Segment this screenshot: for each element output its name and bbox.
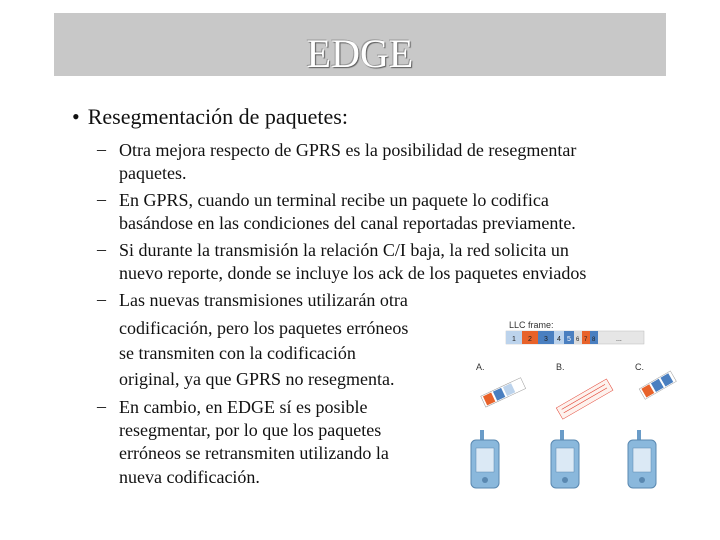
- frame-num: 7: [584, 337, 588, 343]
- panel-b-segments: [556, 379, 613, 419]
- panel-a-label: A.: [476, 362, 485, 372]
- llc-frame: [506, 331, 644, 344]
- title-bar: [54, 13, 666, 76]
- item-4-line-3: se transmiten con la codificación: [119, 343, 356, 363]
- frame-num: 5: [567, 336, 571, 343]
- mobile-phone-icon: [551, 430, 579, 488]
- frame-num: 1: [512, 336, 516, 343]
- panel-a-segments: [481, 378, 526, 407]
- slide-title: EDGE: [306, 31, 414, 76]
- bullet-dot: •: [72, 104, 80, 129]
- bullet-text: Resegmentación de paquetes:: [87, 104, 348, 129]
- item-4-line-2: codificación, pero los paquetes erróneos: [119, 318, 409, 338]
- frame-num: 3: [544, 336, 548, 343]
- frame-num: 6: [576, 337, 580, 343]
- llc-frame-label: LLC frame:: [509, 320, 554, 330]
- panel-c-segments: [639, 371, 676, 399]
- item-4-line-4: original, ya que GPRS no resegmenta.: [119, 369, 395, 389]
- item-5-line-2: resegmentar, por lo que los paquetes: [119, 420, 382, 440]
- resegmentation-diagram: [460, 312, 720, 502]
- panel-b-label: B.: [556, 362, 565, 372]
- dash-marker: –: [97, 289, 106, 309]
- frame-num: ...: [616, 336, 622, 343]
- item-3-line-2: nuevo reporte, donde se incluye los ack de los paquetes enviados: [119, 263, 587, 283]
- frame-num: 8: [592, 337, 596, 343]
- item-1-line-1: Otra mejora respecto de GPRS es la posibilidad de resegmentar: [119, 140, 577, 160]
- dash-marker: –: [97, 239, 106, 259]
- dash-marker: –: [97, 396, 106, 416]
- main-bullet: [72, 104, 348, 130]
- item-2-line-1: En GPRS, cuando un terminal recibe un paquete lo codifica: [119, 190, 549, 210]
- item-5-line-4: nueva codificación.: [119, 467, 260, 487]
- item-5-line-3: erróneos se retransmiten utilizando la: [119, 443, 389, 463]
- dash-marker: –: [97, 189, 106, 209]
- item-1-line-2: paquetes.: [119, 163, 187, 183]
- panel-c-label: C.: [635, 362, 644, 372]
- item-5-line-1: En cambio, en EDGE sí es posible: [119, 397, 368, 417]
- item-3-line-1: Si durante la transmisión la relación C/I baja, la red solicita un: [119, 240, 569, 260]
- item-2-line-2: basándose en las condiciones del canal reportadas previamente.: [119, 213, 576, 233]
- dash-marker: –: [97, 139, 106, 159]
- item-4-line-1: Las nuevas transmisiones utilizarán otra: [119, 290, 408, 310]
- mobile-phone-icon: [471, 430, 499, 488]
- frame-num: 2: [528, 336, 532, 343]
- mobile-phone-icon: [628, 430, 656, 488]
- frame-num: 4: [557, 336, 561, 343]
